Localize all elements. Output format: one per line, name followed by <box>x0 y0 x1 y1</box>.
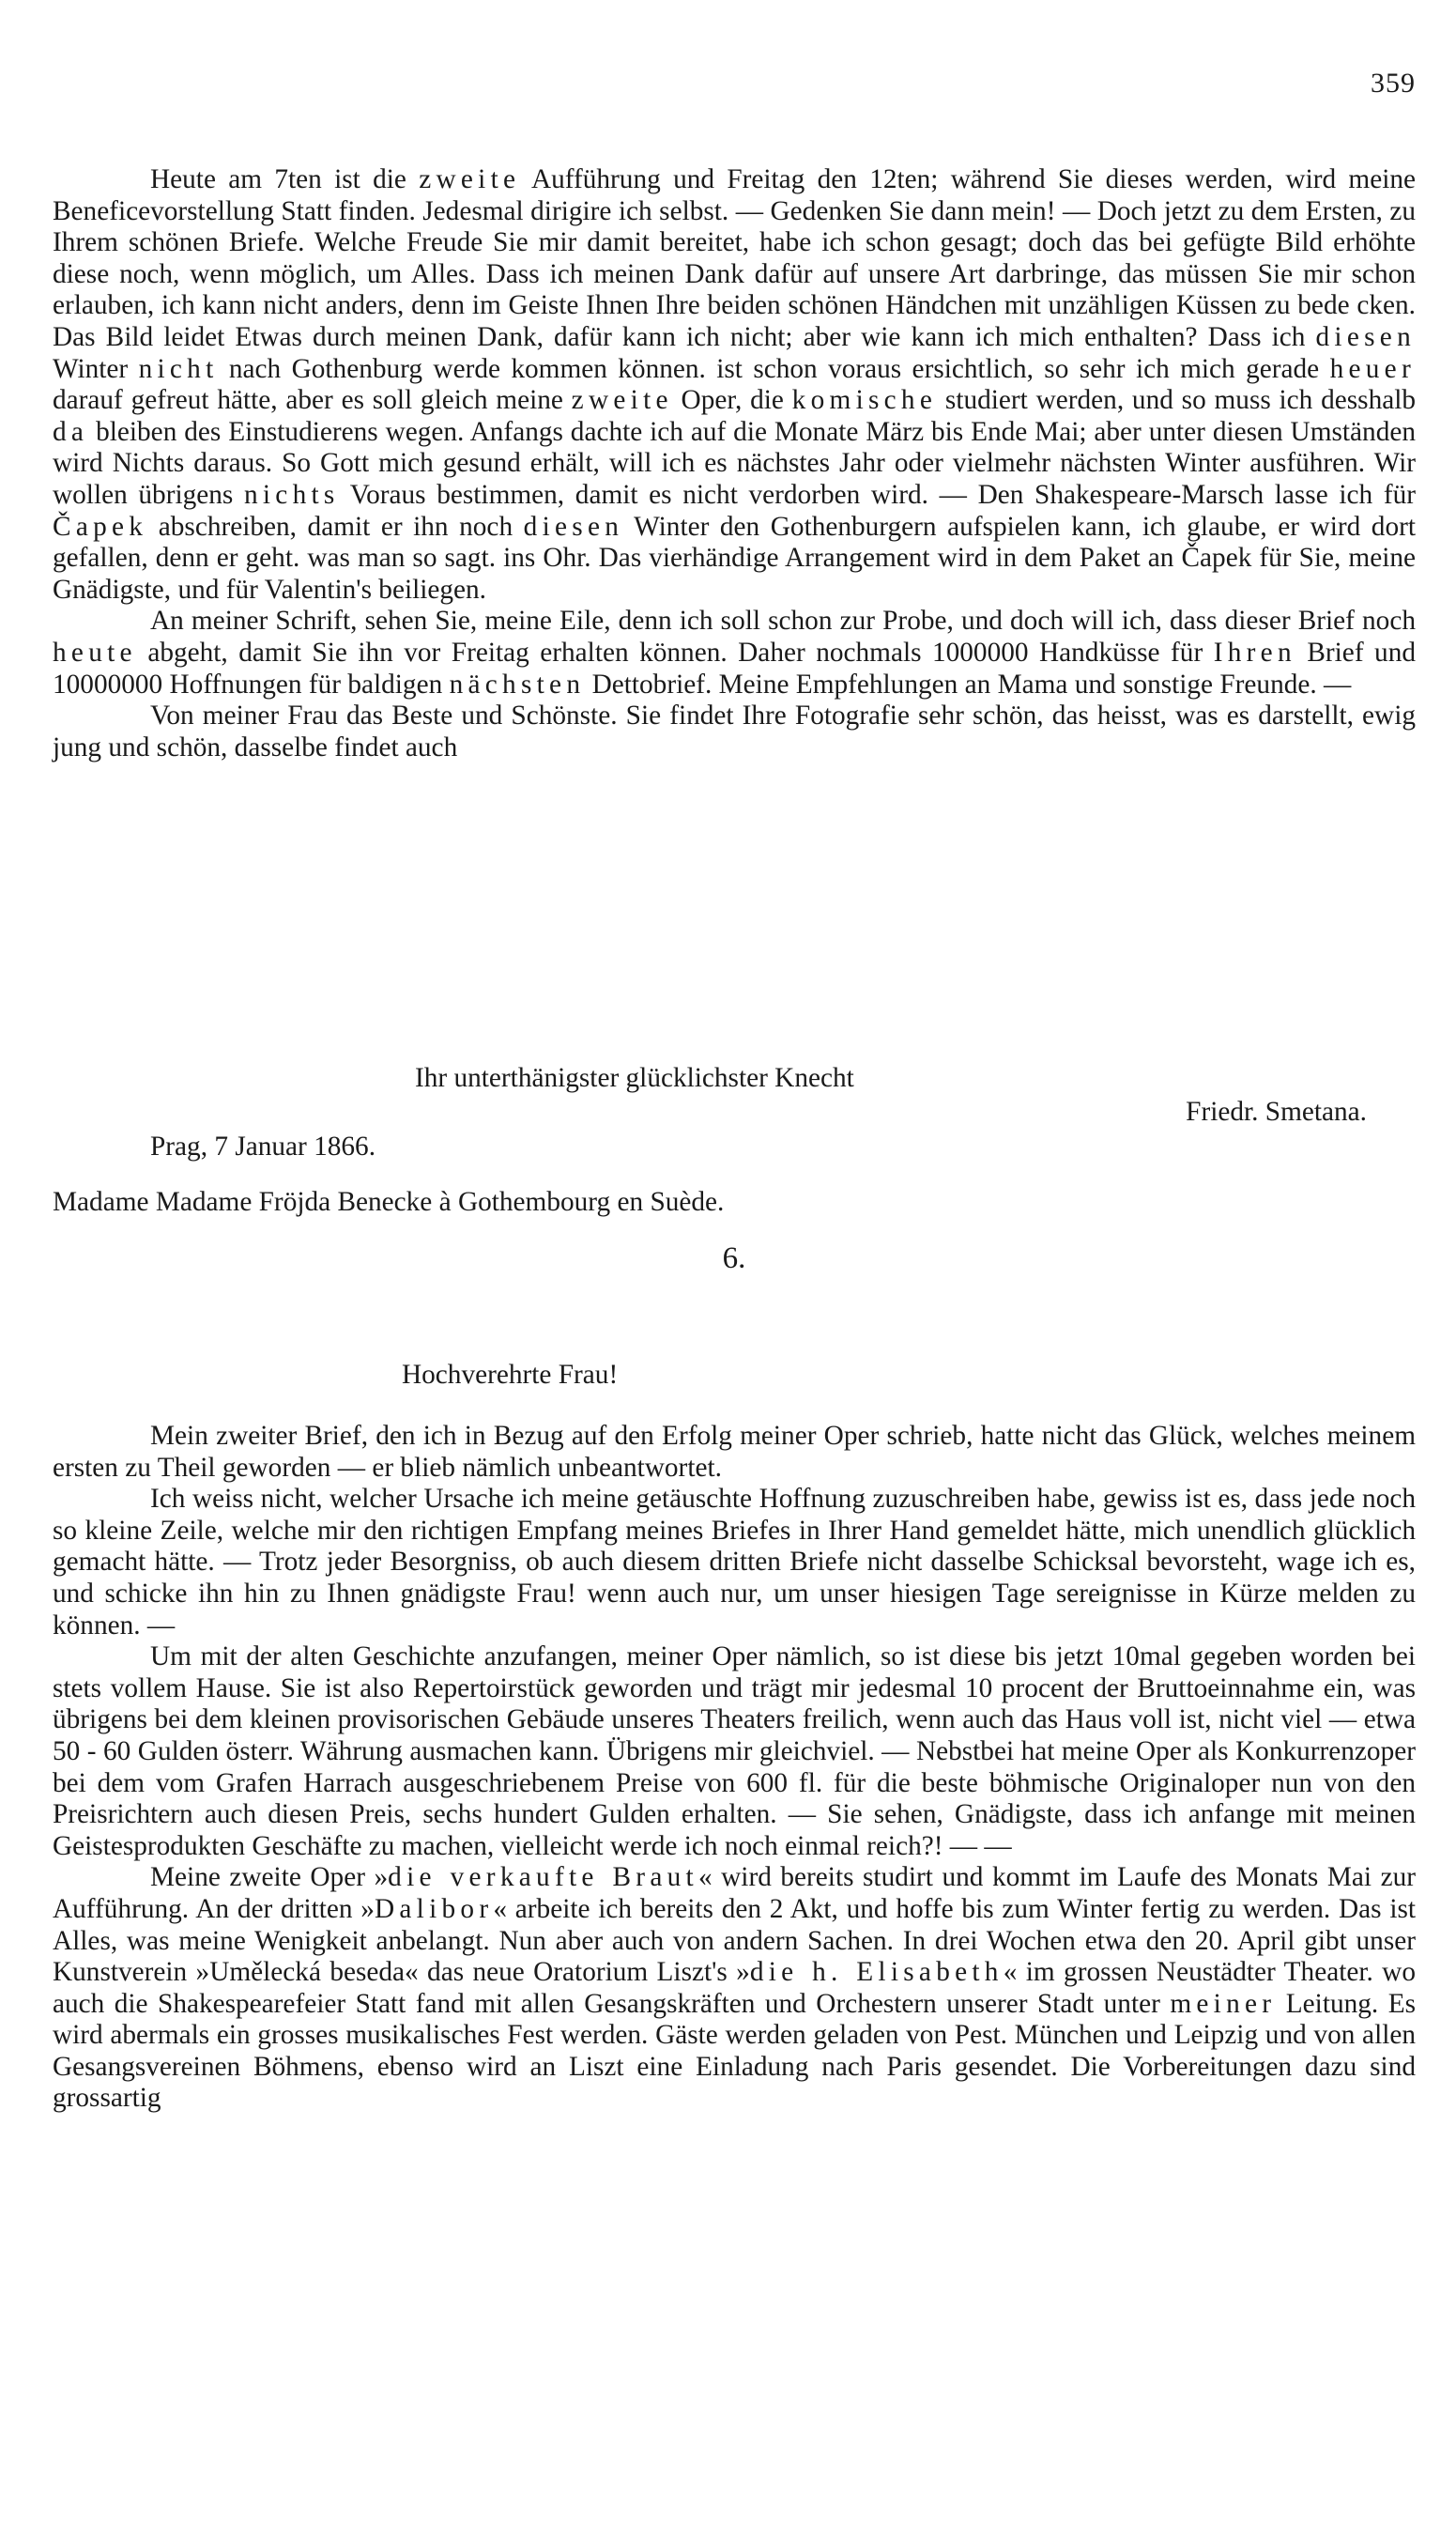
closing-line: Ihr unterthänigster glücklichster Knecht <box>415 1063 854 1093</box>
spaced-emphasis: Dalibor <box>374 1893 494 1924</box>
paragraph <box>53 606 1416 701</box>
text-run: Winter den Gothenburgern aufspielen kann, ich glaube, er wird dort gefallen, denn er geht. was man so sagt. ins Ohr. Das vierhändige Arrangement wird in dem Paket an Čapek für Sie, meine Gnädigste, und für Valentin's beiliegen. <box>53 511 1417 605</box>
text-run: Meine zweite Oper » <box>150 1862 389 1893</box>
spaced-emphasis: heuer <box>1329 353 1416 384</box>
text-run: Brief und 10000000 Hoffnungen für baldigen <box>53 637 1417 700</box>
spaced-emphasis: diesen <box>523 511 624 542</box>
spaced-emphasis: die h. Elisabeth <box>749 1957 1004 1988</box>
letter-number: 6. <box>722 1241 746 1275</box>
spaced-emphasis: nichts <box>243 479 340 510</box>
text-run: Heute am 7ten ist die <box>150 164 420 194</box>
spaced-emphasis: nicht <box>138 353 219 384</box>
spaced-emphasis: meiner <box>1170 1988 1277 2019</box>
text-run: « wird bereits studirt und kommt im Laufe des Monats Mai zur Aufführung. An der dritten » <box>53 1862 1417 1924</box>
document-page <box>53 0 1416 2526</box>
text-run: Dettobrief. Meine Empfehlungen an Mama und sonstige Freunde. — <box>585 669 1352 700</box>
text-run: Winter <box>53 353 139 384</box>
spaced-emphasis: die verkaufte Braut <box>388 1862 698 1893</box>
paragraph: Von meiner Frau das Beste und Schönste. Sie findet Ihre Fotografie sehr schön, das heisst, was es darstellt, ewig jung und schön, dasselbe findet auch <box>53 701 1416 762</box>
paragraph: Um mit der alten Geschichte anzufangen, meiner Oper nämlich, so ist diese bis jetzt 10mal gegeben worden bei stets vollem Hause. Sie ist also Repertoirstück geworden und trägt mir jedesmal 10 procent der Bruttoeinnahme ein, was übrigens bei dem kleinen provisorischen Gebäude unseres Theaters freilich, wenn auch das Haus voll ist, nicht viel — etwa 50 - 60 Gulden österr. Währung ausmachen kann. Übrigens mir gleichviel. — Nebstbei hat meine Oper als Konkurrenzoper bei dem vom Grafen Harrach ausgeschriebenem Preise von 600 fl. für die beste böhmische Originaloper nun von den Preisrichtern auch diesen Preis, sechs hundert Gulden erhalten. — Sie sehen, Gnädigste, dass ich anfange mit meinen Geistesprodukten Geschäfte zu machen, vielleicht werde ich noch einmal reich?! — — <box>53 1641 1416 1861</box>
text-run: darauf gefreut hätte, aber es soll gleich meine <box>53 385 572 416</box>
letter-6-body <box>53 1421 1416 2115</box>
text-run: nach Gothenburg werde kommen können. ist schon voraus ersichtlich, so sehr ich mich gerade <box>218 353 1330 384</box>
spaced-emphasis: komische <box>791 385 938 416</box>
paragraph <box>53 164 1416 606</box>
spaced-emphasis: diesen <box>1315 321 1416 352</box>
spaced-emphasis: zweite <box>571 385 673 416</box>
text-run: « arbeite ich bereits den 2 Akt, und hoffe bis zum Winter fertig zu werden. Das ist Alles, was meine Wenigkeit anbelangt. Nun aber auch von andern Sachen. In drei Wochen etwa den 20. April gibt unser Kunstverein »Umělecká beseda« das neue Oratorium Liszt's » <box>53 1893 1416 1988</box>
spaced-emphasis: Ihren <box>1213 637 1296 668</box>
paragraph: Mein zweiter Brief, den ich in Bezug auf den Erfolg meiner Oper schrieb, hatte nicht das Glück, welches meinem ersten zu Theil geworden — er blieb nämlich unbeantwortet. <box>53 1421 1416 1483</box>
signature: Friedr. Smetana. <box>1186 1097 1367 1127</box>
paragraph <box>53 1862 1416 2115</box>
text-run: Voraus bestimmen, damit es nicht verdorben wird. — Den Shakespeare-Marsch lasse ich für <box>339 479 1416 510</box>
spaced-emphasis: heute <box>53 637 137 668</box>
spaced-emphasis: da <box>53 416 89 447</box>
text-run: studiert werden, und so muss ich desshalb <box>937 385 1417 416</box>
text-run: abschreiben, damit er ihn noch <box>147 511 524 542</box>
text-run: Leitung. Es wird abermals ein grosses musikalisches Fest werden. Gäste werden geladen von Pest. München und Leipzig und von allen Gesangsvereinen Böhmens, ebenso wird an Liszt eine Einladung nach Paris gesendet. Die Vorbereitungen dazu sind grossartig <box>53 1988 1416 2114</box>
salutation: Hochverehrte Frau! <box>402 1360 619 1390</box>
spaced-emphasis: zweite <box>419 164 521 194</box>
text-run: « im grossen Neustädter Theater. wo auch die Shakespearefeier Statt fand mit allen Gesangskräften und Orchestern unserer Stadt unter <box>53 1957 1416 2019</box>
date-line: Prag, 7 Januar 1866. <box>150 1132 376 1162</box>
text-run: An meiner Schrift, sehen Sie, meine Eile, denn ich soll schon zur Probe, und doch will ich, dass dieser Brief noch <box>150 606 1416 637</box>
letter-5-body <box>53 164 1416 763</box>
text-run: Oper, die <box>672 385 792 416</box>
text-run: Aufführung und Freitag den 12ten; während Sie dieses werden, wird meine Beneficevorstellung Statt finden. Jedesmal dirigire ich selbst. — Gedenken Sie dann mein! — Doch jetzt zu dem Ersten, zu Ihrem schönen Briefe. Welche Freude Sie mir damit bereitet, habe ich schon gesagt; doch das bei gefügte Bild erhöhte diese noch, wenn möglich, um Alles. Dass ich meinen Dank dafür auf unsere Art darbringe, das müssen Sie mir schon erlauben, ich kann nicht anders, denn im Geiste Ihnen Ihre beiden schönen Händchen mit unzähligen Küssen zu bede cken. Das Bild leidet Etwas durch meinen Dank, dafür kann ich nicht; aber wie kann ich mich enthalten? Dass ich <box>53 164 1416 352</box>
text-run: abgeht, damit Sie ihn vor Freitag erhalten können. Daher nochmals 1000000 Handküsse für <box>136 637 1214 668</box>
paragraph: Ich weiss nicht, welcher Ursache ich meine getäuschte Hoffnung zuzuschreiben habe, gewiss ist es, dass jede noch so kleine Zeile, welche mir den richtigen Empfang meines Briefes in Ihrer Hand gemeldet hätte, mich unendlich glücklich gemacht hätte. — Trotz jeder Besorgniss, ob auch diesem dritten Briefe nicht dasselbe Schicksal bevorsteht, wage ich es, und schicke ihn hin zu Ihnen gnädigste Frau! wenn auch nur, um unser hiesigen Tage sereignisse in Kürze melden zu können. — <box>53 1484 1416 1640</box>
spaced-emphasis: nächsten <box>449 669 586 700</box>
spaced-emphasis: Čapek <box>53 511 148 542</box>
address-line: Madame Madame Fröjda Benecke à Gothembourg en Suède. <box>53 1187 725 1217</box>
page-number: 359 <box>1371 68 1416 99</box>
text-run: bleiben des Einstudierens wegen. Anfangs dachte ich auf die Monate März bis Ende Mai; aber unter diesen Umständen wird Nichts daraus. So Gott mich gesund erhält, will ich es nächstes Jahr oder vielmehr nächsten Winter ausführen. Wir wollen übrigens <box>53 416 1416 510</box>
